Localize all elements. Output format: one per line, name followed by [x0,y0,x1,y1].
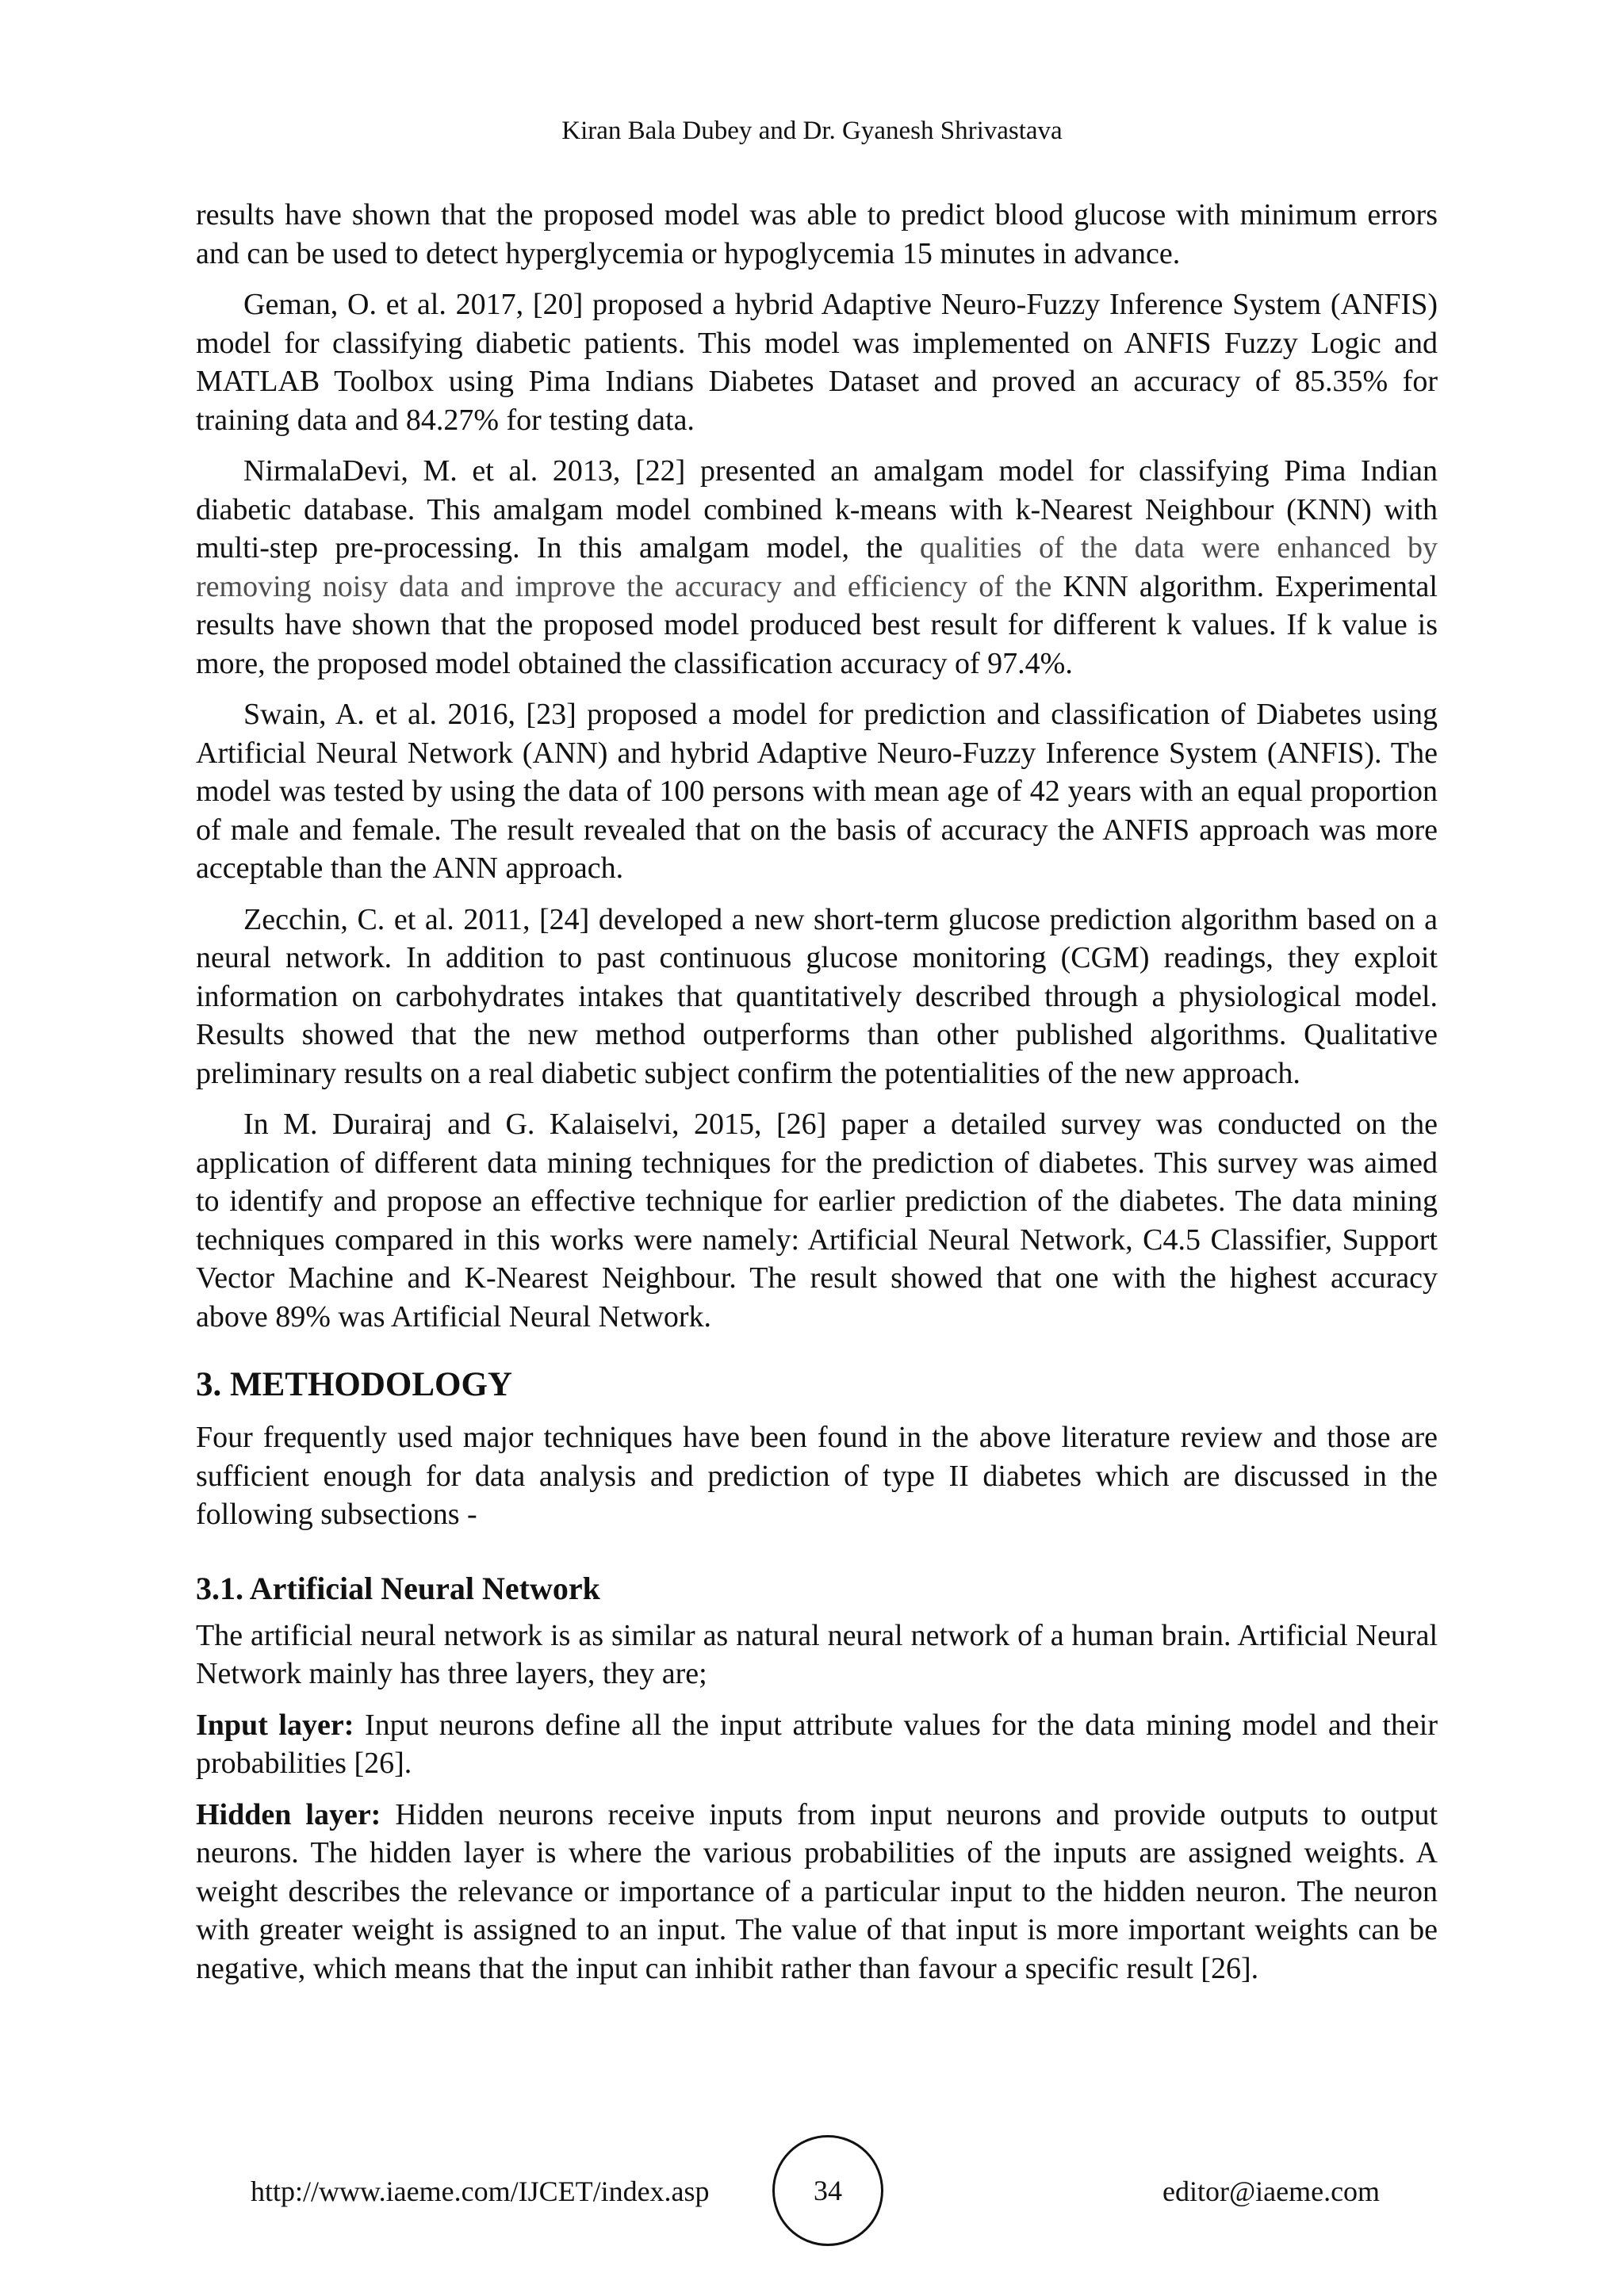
footer-email-link[interactable]: editor@iaeme.com [1162,2175,1381,2207]
subsection-heading-ann: 3.1. Artificial Neural Network [196,1570,600,1606]
paragraph-swain: Swain, A. et al. 2016, [23] proposed a model for prediction and classification of Diabetes using Artificial Neural Network (ANN) and hybrid Adaptive Neuro-Fuzzy Inference System (ANFIS). The model was tested by using the data of 100 persons with mean age of 42 years with an equal proportion of male and female. The result revealed that on the basis of accuracy the ANFIS approach was more acceptable than the ANN approach. [196,698,1438,885]
input-layer-term: Input layer: [196,1708,354,1742]
paragraph-durairaj: In M. Durairaj and G. Kalaiselvi, 2015, [26] paper a detailed survey was conducted on the application of different data mining techniques for the prediction of diabetes. This survey was aimed to identify and propose an effective technique for earlier prediction of the diabetes. The data mining techniques compared in this works were namely: Artificial Neural Network, C4.5 Classifier, Support Vector Machine and K-Nearest Neighbour. The result showed that one with the highest accuracy above 89% was Artificial Neural Network. [196,1108,1438,1334]
paragraph-geman: Geman, O. et al. 2017, [20] proposed a hybrid Adaptive Neuro-Fuzzy Inference System (ANFIS) model for classifying diabetic patients. This model was implemented on ANFIS Fuzzy Logic and MATLAB Toolbox using Pima Indians Diabetes Dataset and proved an accuracy of 85.35% for training data and 84.27% for testing data. [196,288,1438,437]
running-header: Kiran Bala Dubey and Dr. Gyanesh Shrivastava [561,117,1063,145]
paragraph-zecchin: Zecchin, C. et al. 2011, [24] developed a new short-term glucose prediction algorithm based on a neural network. In addition to past continuous glucose monitoring (CGM) readings, they exploit information on carbohydrates intakes that quantitatively described through a physiological model. Results showed that the new method outperforms than other published algorithms. Qualitative preliminary results on a real diabetic subject confirm the potentialities of the new approach. [196,902,1438,1090]
section-heading-methodology: 3. METHODOLOGY [196,1366,512,1403]
methodology-intro: Four frequently used major techniques have been found in the above literature review and those are sufficient enough for data analysis and prediction of type II diabetes which are discussed in the following subsections - [196,1421,1438,1531]
paragraph-nirmaladevi [196,452,1438,683]
paragraph-nirmaladevi-part-3: KNN algorithm. Experimental results have shown that the proposed model produced best result for different k values. If k value is more, the proposed model obtained the classification accuracy of 97.4%. [196,569,1438,680]
hidden-layer-paragraph [196,1796,1438,1988]
page-number-text: 34 [814,2175,842,2206]
body-text [196,196,1438,2000]
paragraph-nirmaladevi-gray-text: qualities of the data were enhanced by removing noisy data and improve the accuracy and efficiency of the [196,531,1438,603]
hidden-layer-text: Hidden neurons receive inputs from input neurons and provide outputs to output neurons. The hidden layer is where the various probabilities of the inputs are assigned weights. A weight describes the relevance or importance of a particular input to the hidden neuron. The neuron with greater weight is assigned to an input. The value of that input is more important weights can be negative, which means that the input can inhibit rather than favour a specific result [26]. [196,1797,1438,1985]
ann-intro: The artificial neural network is as similar as natural neural network of a human brain. Artificial Neural Network mainly has three layers, they are; [196,1618,1438,1690]
footer-url-link[interactable]: http://www.iaeme.com/IJCET/index.asp [251,2175,710,2207]
input-layer-paragraph [196,1706,1438,1783]
hidden-layer-term: Hidden layer: [196,1797,381,1831]
page-number [772,2135,883,2246]
input-layer-text: Input neurons define all the input attribute values for the data mining model and their probabilities [26]. [196,1708,1438,1780]
paragraph-continued: results have shown that the proposed model was able to predict blood glucose with minimum errors and can be used to detect hyperglycemia or hypoglycemia 15 minutes in advance. [196,198,1438,270]
paragraph-nirmaladevi-part-1: NirmalaDevi, M. et al. 2013, [22] presented an amalgam model for classifying Pima Indian diabetic database. This amalgam model combined k-means with k-Nearest Neighbour (KNN) with multi-step pre-processing. In this amalgam model, the [196,454,1438,564]
